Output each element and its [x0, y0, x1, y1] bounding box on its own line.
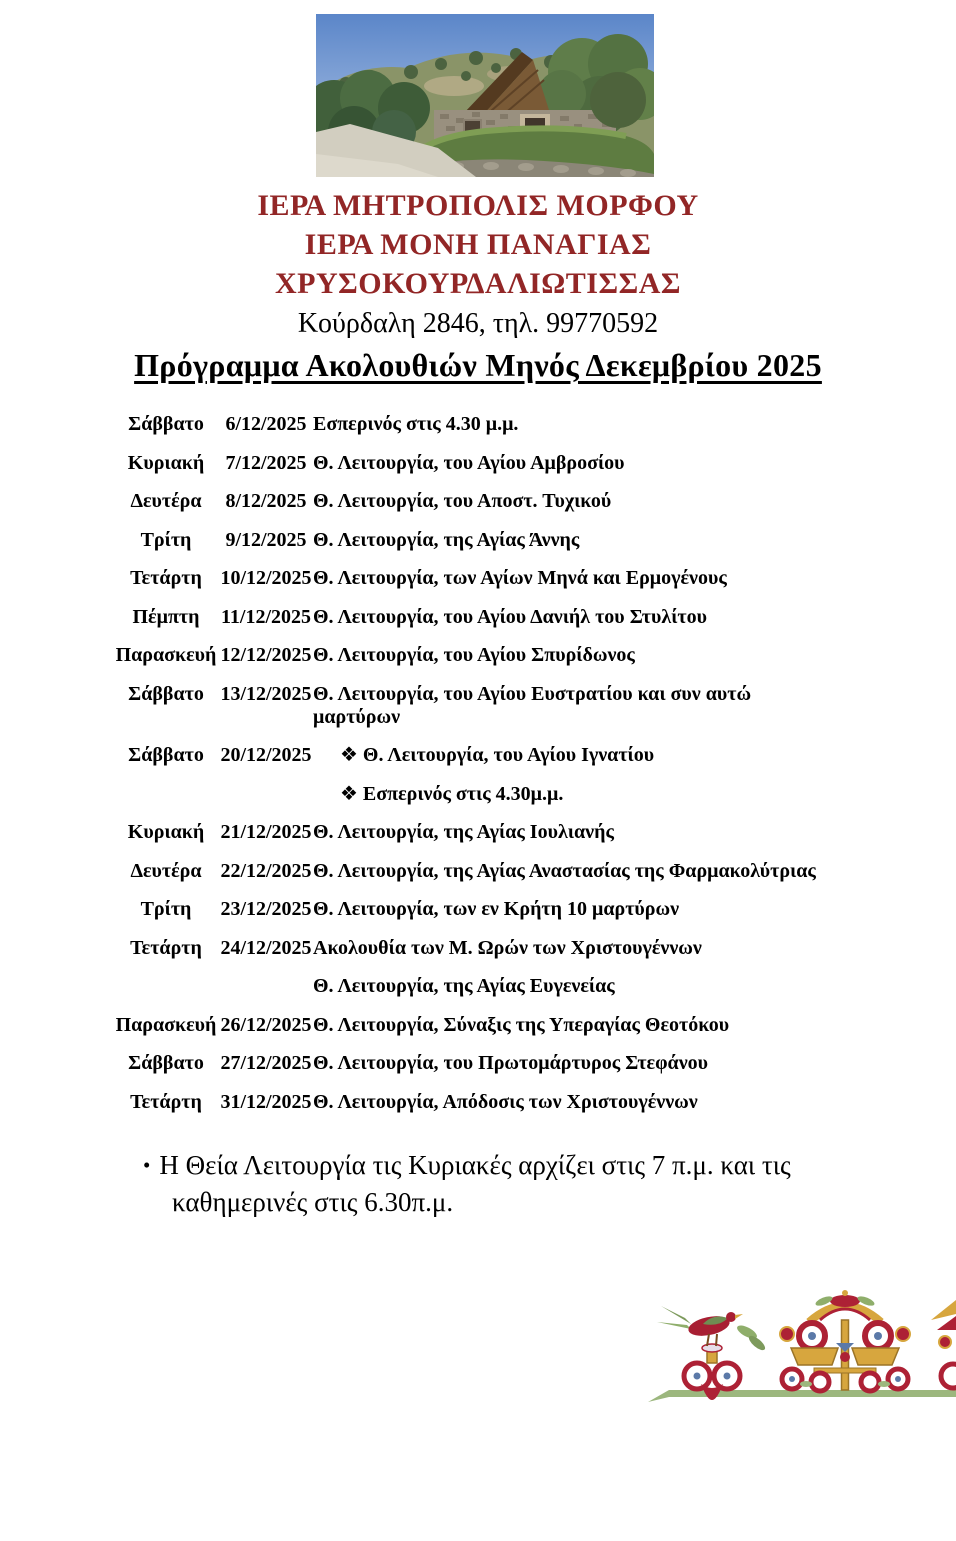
schedule-day: Κυριακή [127, 451, 205, 474]
photo-hedge-and-path [316, 124, 654, 177]
schedule-table [0, 413, 956, 1129]
schedule-description: Θ. Λειτουργία, του Αγίου Δανιήλ του Στυλίτου [313, 605, 708, 628]
schedule-description: Εσπερινός στις 4.30 μ.μ. [313, 413, 519, 435]
schedule-description: ❖ Εσπερινός στις 4.30μ.μ. [340, 782, 564, 805]
schedule-row [0, 898, 956, 921]
schedule-description: Θ. Λειτουργία, της Αγίας Αναστασίας της Φαρμακολύτριας [313, 859, 816, 882]
ornament-bird [657, 1306, 767, 1400]
ornament-headpiece [645, 1288, 956, 1410]
schedule-row [0, 606, 956, 629]
schedule-date [219, 975, 313, 998]
schedule-day: Τετάρτη [130, 567, 202, 589]
schedule-row [0, 452, 956, 475]
schedule-row [0, 706, 956, 729]
ornament-baseline [648, 1390, 956, 1402]
schedule-date: 21/12/2025 [220, 821, 312, 843]
schedule-description: Θ. Λειτουργία, των εν Κρήτη 10 μαρτύρων [313, 898, 680, 920]
schedule-date: 9/12/2025 [225, 528, 307, 551]
monastery-photo [316, 14, 654, 177]
schedule-description: Θ. Λειτουργία, της Αγίας Ιουλιανής [313, 821, 614, 843]
org-title-line-1: ΙΕΡΑ ΜΗΤΡΟΠΟΛΙΣ ΜΟΡΦΟΥ [257, 189, 699, 222]
schedule-date [219, 783, 313, 806]
org-title-line-2: ΙΕΡΑ ΜΟΝΗ ΠΑΝΑΓΙΑΣ [304, 228, 652, 261]
schedule-date: 27/12/2025 [220, 1052, 312, 1074]
schedule-row [0, 783, 956, 806]
schedule-day: Παρασκευή [115, 644, 217, 666]
schedule-day [113, 783, 219, 806]
footnote [143, 1147, 903, 1221]
schedule-row [0, 975, 956, 998]
schedule-description: Θ. Λειτουργία, του Αγίου Ευστρατίου και συν αυτώ [313, 682, 752, 705]
schedule-day: Σάββατο [128, 682, 204, 705]
address-phone: Κούρδαλη 2846, τηλ. 99770592 [297, 308, 659, 339]
schedule-row [0, 744, 956, 767]
schedule-description: ❖ Θ. Λειτουργία, του Αγίου Ιγνατίου [340, 744, 655, 766]
footnote-line-1-text: Η Θεία Λειτουργία τις Κυριακές αρχίζει στις 7 π.μ. και τις [159, 1150, 791, 1180]
schedule-description: μαρτύρων [313, 705, 401, 728]
schedule-description: Θ. Λειτουργία, του Αποστ. Τυχικού [313, 490, 612, 512]
schedule-row [0, 1014, 956, 1037]
schedule-day: Δευτέρα [130, 859, 202, 882]
monastery-photo-scene [316, 14, 654, 177]
schedule-row [0, 644, 956, 667]
schedule-date: 13/12/2025 [220, 682, 312, 705]
ornament-central-motif [780, 1290, 910, 1391]
schedule-day: Τρίτη [140, 898, 192, 920]
schedule-row [0, 490, 956, 513]
footnote-line-1 [143, 1147, 903, 1184]
schedule-description: Θ. Λειτουργία, της Αγίας Άννης [313, 528, 580, 551]
schedule-description: Θ. Λειτουργία, των Αγίων Μηνά και Ερμογένους [313, 567, 727, 589]
org-title-line-3: ΧΡΥΣΟΚΟΥΡΔΑΛΙΩΤΙΣΣΑΣ [274, 267, 681, 300]
schedule-day: Σάββατο [128, 413, 204, 435]
schedule-date: 10/12/2025 [220, 567, 312, 589]
schedule-description: Θ. Λειτουργία, του Πρωτομάρτυρος Στεφάνου [313, 1052, 709, 1074]
schedule-date: 20/12/2025 [220, 744, 312, 766]
schedule-day: Τετάρτη [130, 936, 202, 959]
schedule-row [0, 860, 956, 883]
schedule-date: 11/12/2025 [220, 605, 311, 628]
schedule-date: 8/12/2025 [225, 490, 307, 512]
document-header [0, 186, 956, 386]
schedule-description: Θ. Λειτουργία, της Αγίας Ευγενείας [313, 975, 615, 997]
footnote-bullet: • [143, 1153, 151, 1177]
schedule-date: 26/12/2025 [220, 1013, 312, 1036]
schedule-day: Πέμπτη [132, 605, 200, 628]
schedule-row [0, 1052, 956, 1075]
schedule-description: Θ. Λειτουργία, Σύναξις της Υπεραγίας Θεοτόκου [313, 1013, 730, 1036]
schedule-date: 31/12/2025 [220, 1090, 312, 1113]
schedule-date: 12/12/2025 [220, 644, 312, 666]
schedule-date: 23/12/2025 [220, 898, 312, 920]
schedule-description: Θ. Λειτουργία, του Αγίου Αμβροσίου [313, 451, 625, 474]
schedule-day: Παρασκευή [115, 1013, 217, 1036]
schedule-date: 7/12/2025 [225, 451, 307, 474]
schedule-day: Τρίτη [140, 528, 192, 551]
schedule-date: 24/12/2025 [220, 936, 312, 959]
schedule-row [0, 1091, 956, 1114]
schedule-day: Δευτέρα [130, 490, 202, 512]
schedule-description: Θ. Λειτουργία, Απόδοσις των Χριστουγέννων [313, 1090, 698, 1113]
schedule-day: Σάββατο [128, 1052, 204, 1074]
schedule-row [0, 413, 956, 436]
schedule-description: Θ. Λειτουργία, του Αγίου Σπυρίδωνος [313, 644, 635, 666]
footnote-line-2: καθημερινές στις 6.30π.μ. [172, 1187, 454, 1217]
schedule-day: Κυριακή [127, 821, 205, 843]
ornament-right-fragment [931, 1300, 956, 1388]
schedule-date: 6/12/2025 [225, 413, 307, 435]
schedule-day [113, 706, 219, 729]
schedule-description: Ακολουθία των Μ. Ωρών των Χριστουγέννων [313, 936, 702, 959]
schedule-row [0, 821, 956, 844]
schedule-row [0, 937, 956, 960]
schedule-row [0, 683, 956, 706]
schedule-day: Τετάρτη [130, 1090, 202, 1113]
schedule-row [0, 529, 956, 552]
schedule-day [113, 975, 219, 998]
schedule-date [219, 706, 313, 729]
schedule-row [0, 567, 956, 590]
program-title: Πρόγραμμα Ακολουθιών Μηνός Δεκεμβρίου 2025 [134, 347, 822, 383]
schedule-date: 22/12/2025 [220, 859, 312, 882]
schedule-day: Σάββατο [128, 744, 204, 766]
ornament-graphic [645, 1288, 956, 1410]
